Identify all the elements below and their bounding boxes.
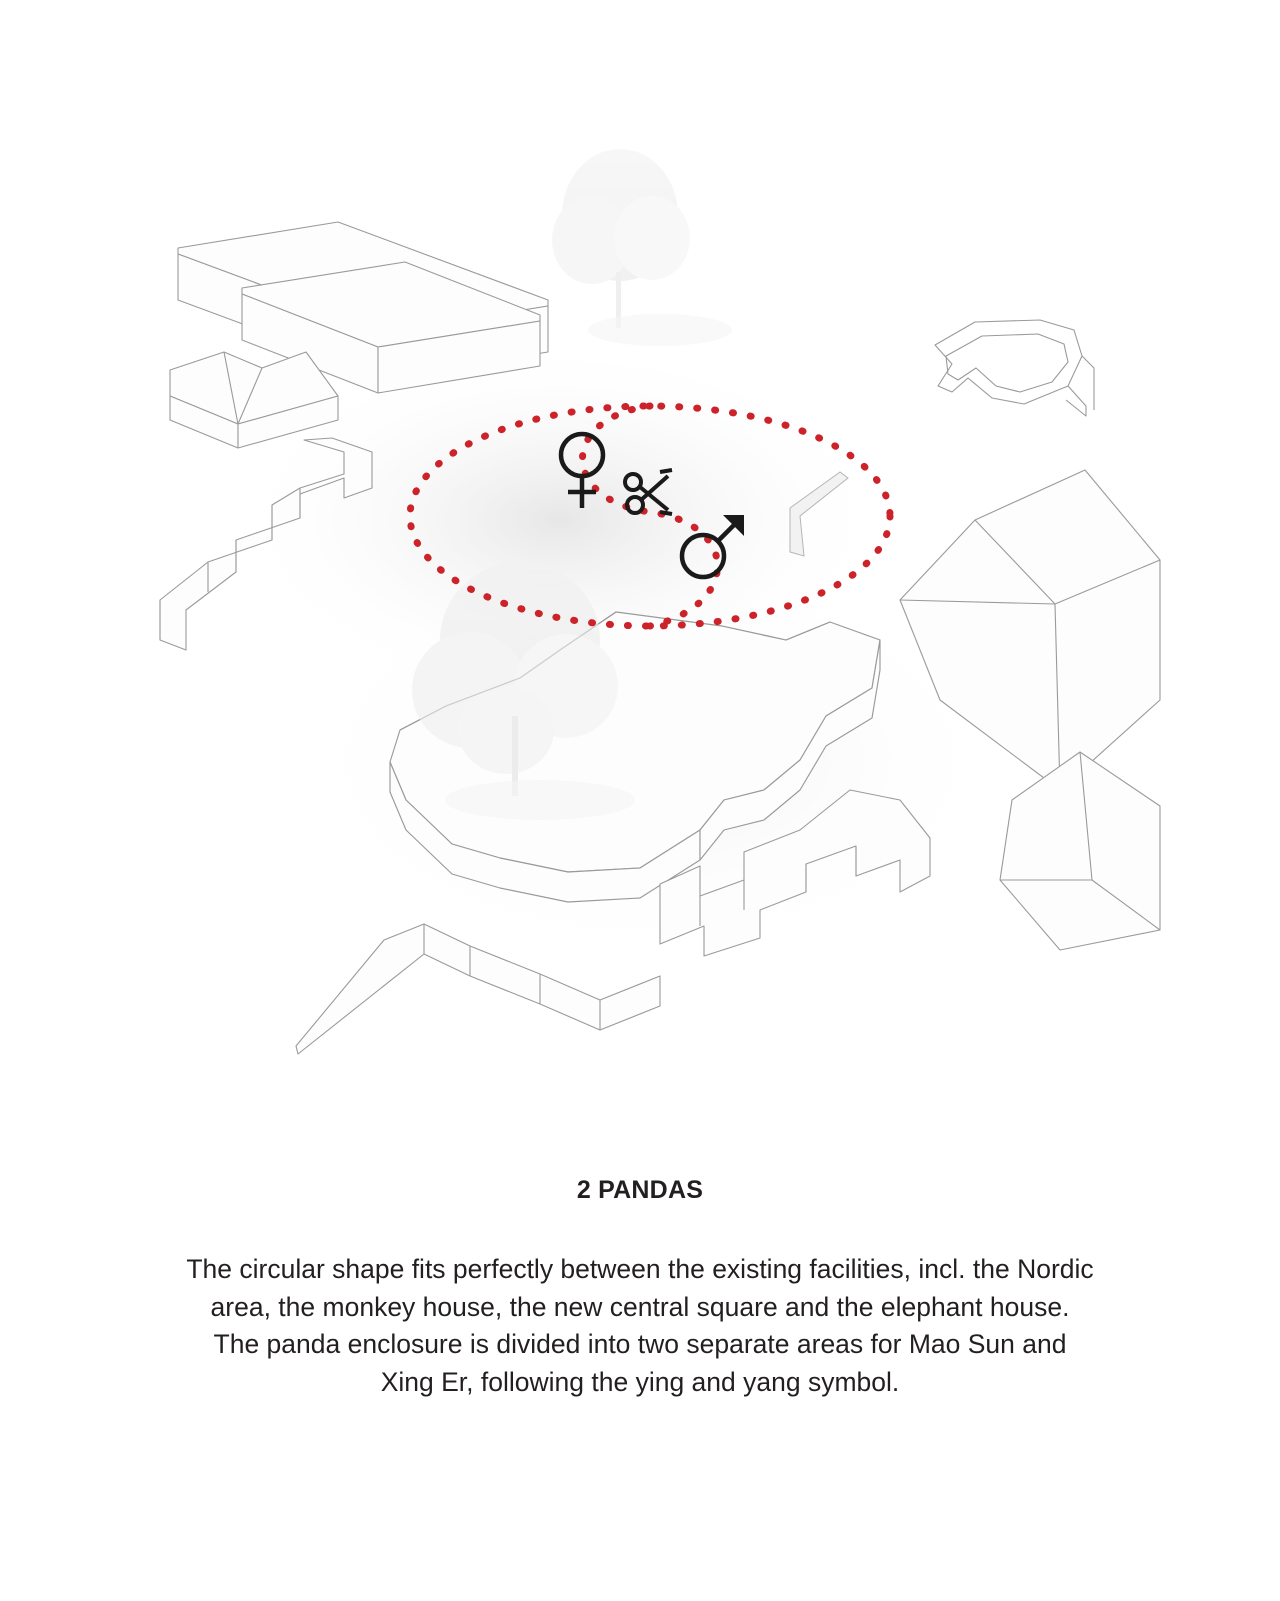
walkway-outline-top-right bbox=[935, 320, 1094, 416]
tree-top bbox=[552, 149, 732, 346]
caption-title: 2 PANDAS bbox=[576, 1176, 704, 1204]
plaza-right-lower bbox=[1000, 752, 1160, 950]
caption-block bbox=[0, 1175, 1280, 1402]
caption-body: The circular shape fits perfectly between the existing facilities, incl. the Nordic area, the monkey house, the new central square and the elephant house. The panda enclosure is divided into two separate areas for Mao Sun and Xing Er, following the ying and yang symbol. bbox=[186, 1254, 1094, 1397]
